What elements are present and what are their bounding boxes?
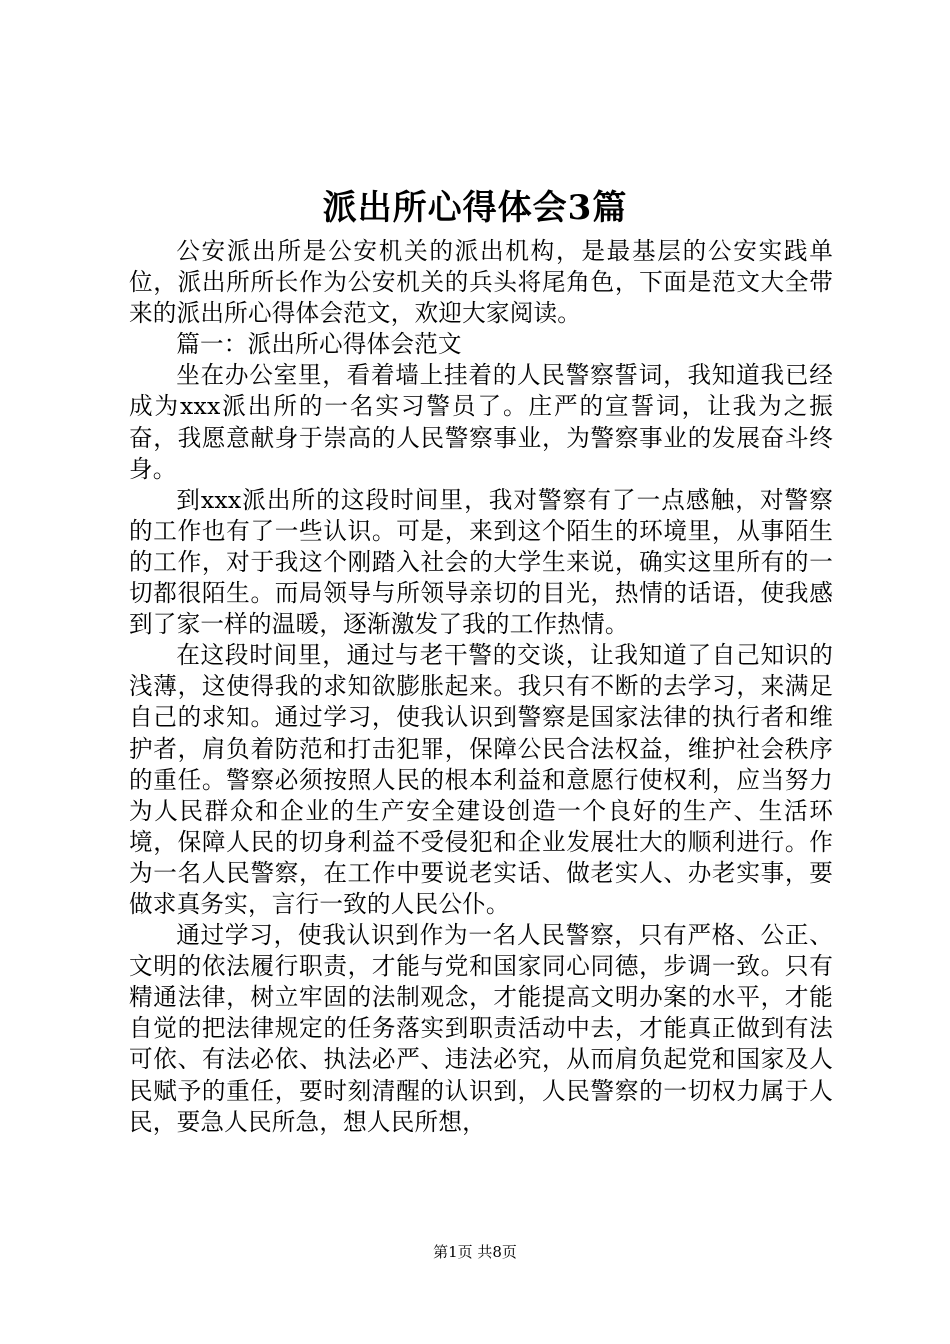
page-footer: 第1页 共8页 [433, 1243, 517, 1261]
page-title: 派出所心得体会3篇 [322, 188, 628, 228]
body-paragraph: 通过学习，使我认识到作为一名人民警察，只有严格、公正、文明的依法履行职责，才能与党和国家同心同德，步调一致。只有精通法律，树立牢固的法制观念，才能提高文明办案的水平，才能自觉的把法律规定的任务落实到职责活动中去，才能真正做到有法可依、有法必依、执法必严、违法必究，从而肩负起党和国家及人民赋予的重任，要时刻清醒的认识到，人民警察的一切权力属于人民，要急人民所急，想人民所想， [129, 921, 833, 1136]
body-paragraph: 坐在办公室里，看着墙上挂着的人民警察誓词，我知道我已经成为xxx派出所的一名实习警员了。庄严的宣誓词，让我为之振奋，我愿意献身于崇高的人民警察事业，为警察事业的发展奋斗终身。 [129, 361, 833, 483]
document-body [129, 236, 833, 1138]
section-heading: 篇一：派出所心得体会范文 [176, 330, 462, 359]
body-paragraph: 在这段时间里，通过与老干警的交谈，让我知道了自己知识的浅薄，这使得我的求知欲膨胀起来。我只有不断的去学习，来满足自己的求知。通过学习，使我认识到警察是国家法律的执行者和维护者，肩负着防范和打击犯罪，保障公民合法权益，维护社会秩序的重任。警察必须按照人民的根本利益和意愿行使权利，应当努力为人民群众和企业的生产安全建设创造一个良好的生产、生活环境，保障人民的切身利益不受侵犯和企业发展壮大的顺利进行。作为一名人民警察，在工作中要说老实话、做老实人、办老实事，要做求真务实，言行一致的人民公仆。 [129, 641, 833, 918]
intro-paragraph: 公安派出所是公安机关的派出机构，是最基层的公安实践单位，派出所所长作为公安机关的兵头将尾角色，下面是范文大全带来的派出所心得体会范文，欢迎大家阅读。 [129, 237, 833, 328]
body-paragraph: 到xxx派出所的这段时间里，我对警察有了一点感触，对警察的工作也有了一些认识。可是，来到这个陌生的环境里，从事陌生的工作，对于我这个刚踏入社会的大学生来说，确实这里所有的一切都很陌生。而局领导与所领导亲切的目光，热情的话语，使我感到了家一样的温暖，逐渐激发了我的工作热情。 [129, 485, 833, 639]
